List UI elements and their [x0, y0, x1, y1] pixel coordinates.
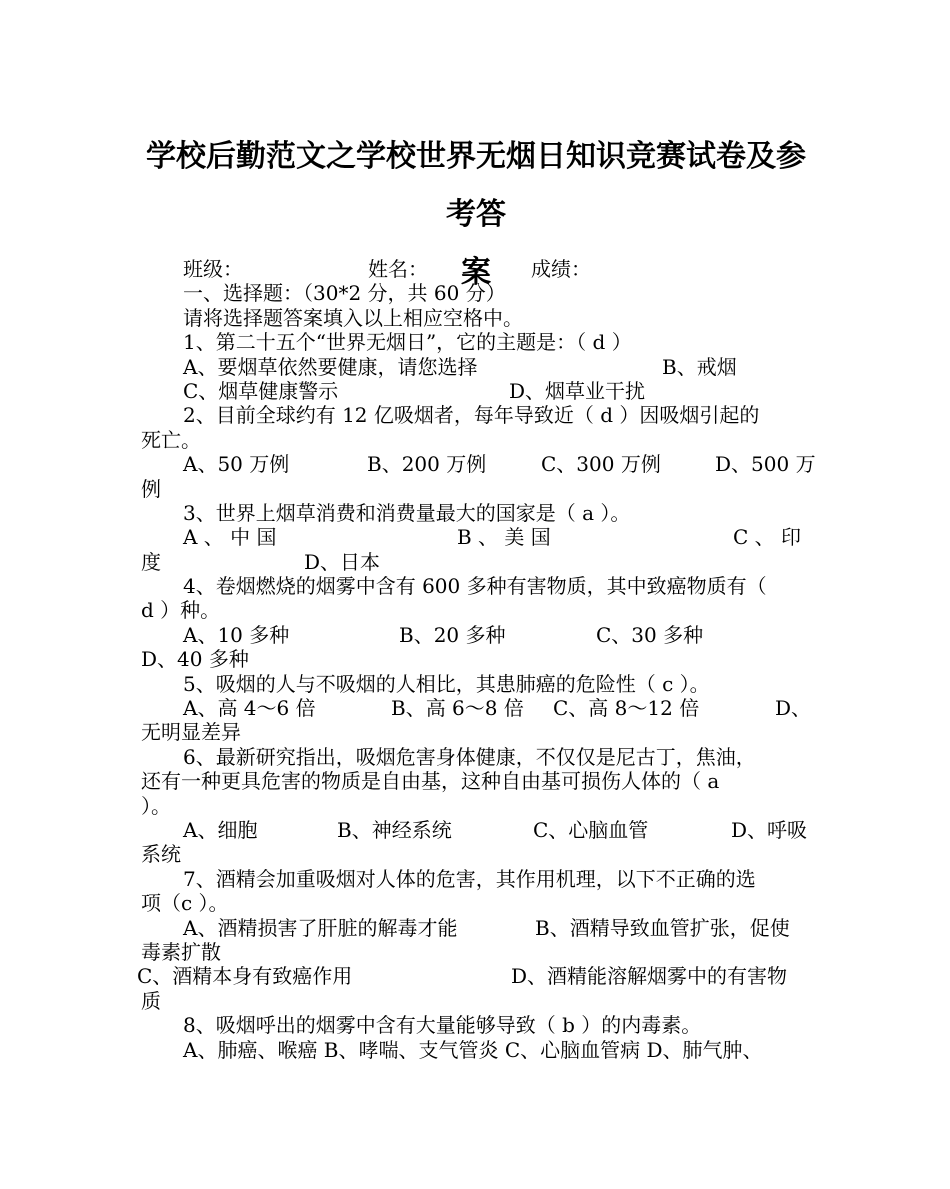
question-6-stem: 6、最新研究指出，吸烟危害身体健康，不仅仅是尼古丁，焦油，: [183, 744, 756, 769]
question-4-options: [141, 623, 813, 647]
question-7-option-d-cont: 质: [141, 988, 161, 1013]
name-label: 姓名：: [368, 257, 428, 281]
question-3-option-c-cont: 度: [141, 549, 161, 574]
title-line-1: 学校后勤范文之学校世界无烟日知识竞赛试卷及参考答: [146, 139, 806, 232]
question-7-option-a: A、酒精损害了肝脏的解毒才能: [183, 915, 458, 940]
question-6-option-d: D、呼吸: [731, 817, 808, 842]
question-7-option-b: B、酒精导致血管扩张，促使: [535, 915, 790, 940]
question-2-option-d-cont: 例: [141, 476, 161, 501]
question-5-option-c: C、高 8～12 倍: [553, 696, 700, 721]
question-5-option-b: B、高 6～8 倍: [391, 696, 524, 721]
question-3-options: [141, 525, 813, 549]
question-2-option-a: A、50 万例: [183, 452, 290, 477]
question-3-option-c: C 、 印: [733, 525, 802, 550]
title-line-2: 案: [461, 255, 491, 290]
question-5-stem: 5、吸烟的人与不吸烟的人相比，其患肺癌的危险性（ c ）。: [183, 671, 710, 696]
question-8-stem: 8、吸烟呼出的烟雾中含有大量能够导致（ b ）的内毒素。: [183, 1013, 702, 1038]
question-6-stem-cont-1: 还有一种更具危害的物质是自由基，这种自由基可损伤人体的（ a: [141, 769, 720, 794]
question-3-stem: 3、世界上烟草消费和消费量最大的国家是（ a ）。: [183, 500, 631, 525]
question-2-options: [141, 452, 816, 477]
section-heading: 一、选择题：（30*2 分，共 60 分）: [183, 281, 506, 306]
question-6-options: [141, 818, 813, 842]
question-2-stem: 2、目前全球约有 12 亿吸烟者，每年导致近（ d ）因吸烟引起的: [183, 403, 760, 428]
class-label: 班级：: [183, 257, 243, 281]
question-6-option-a: A、细胞: [183, 817, 258, 842]
header-fields: [141, 257, 813, 281]
question-6-option-b: B、神经系统: [337, 817, 452, 842]
question-4-option-a: A、10 多种: [183, 622, 290, 647]
question-6-stem-cont-2: ）。: [141, 793, 171, 818]
question-2-option-b: B、200 万例: [367, 452, 487, 477]
question-1-options-row-2: [141, 379, 813, 403]
question-6-option-d-cont: 系统: [141, 842, 181, 867]
question-3-option-a: A 、 中 国: [183, 525, 277, 550]
question-6-option-c: C、心脑血管: [533, 817, 649, 842]
question-5-option-d: D、: [775, 696, 812, 721]
question-2-option-c: C、300 万例: [541, 452, 661, 477]
question-5-option-d-cont: 无明显差异: [141, 720, 241, 745]
question-7-options-row-2: [137, 964, 813, 989]
question-1-option-a: A、要烟草依然要健康，请您选择: [183, 354, 478, 379]
question-7-stem-cont: 项（c ）。: [141, 891, 229, 916]
question-7-options-row-1: [141, 916, 813, 940]
question-1-stem: 1、第二十五个“世界无烟日”，它的主题是：（ d ）: [183, 330, 632, 355]
question-1-option-c: C、烟草健康警示: [183, 378, 339, 403]
question-3-option-d: D、日本: [304, 549, 381, 574]
score-label: 成绩：: [531, 257, 591, 281]
question-1-option-b: B、戒烟: [662, 354, 737, 379]
question-7-option-d: D、酒精能溶解烟雾中的有害物: [511, 964, 788, 989]
question-4-stem: 4、卷烟燃烧的烟雾中含有 600 多种有害物质，其中致癌物质有（: [183, 574, 767, 599]
question-5-option-a: A、高 4～6 倍: [183, 696, 316, 721]
question-4-option-c: C、30 多种: [596, 622, 704, 647]
question-2-option-d: D、500 万: [715, 452, 816, 477]
question-4-stem-cont: d ）种。: [141, 598, 221, 623]
question-1-option-d: D、烟草业干扰: [509, 378, 646, 403]
question-3-option-b: B 、 美 国: [457, 525, 551, 550]
question-1-options-row-1: [141, 355, 813, 379]
section-instruction: 请将选择题答案填入以上相应空格中。: [183, 305, 523, 330]
question-7-option-b-cont: 毒素扩散: [141, 939, 221, 964]
question-8-options: A、肺癌、喉癌 B、哮喘、支气管炎 C、心脑血管病 D、肺气肿、: [183, 1037, 763, 1062]
question-4-option-d: D、40 多种: [141, 647, 249, 672]
question-4-option-b: B、20 多种: [399, 622, 506, 647]
question-7-stem: 7、酒精会加重吸烟对人体的危害，其作用机理，以下不正确的选: [183, 866, 756, 891]
question-5-options: [141, 696, 813, 720]
question-7-option-c: C、酒精本身有致癌作用: [137, 964, 353, 989]
document-body: [137, 257, 816, 1062]
question-2-stem-cont: 死亡。: [141, 427, 201, 452]
question-3-options-cont: [141, 550, 813, 574]
